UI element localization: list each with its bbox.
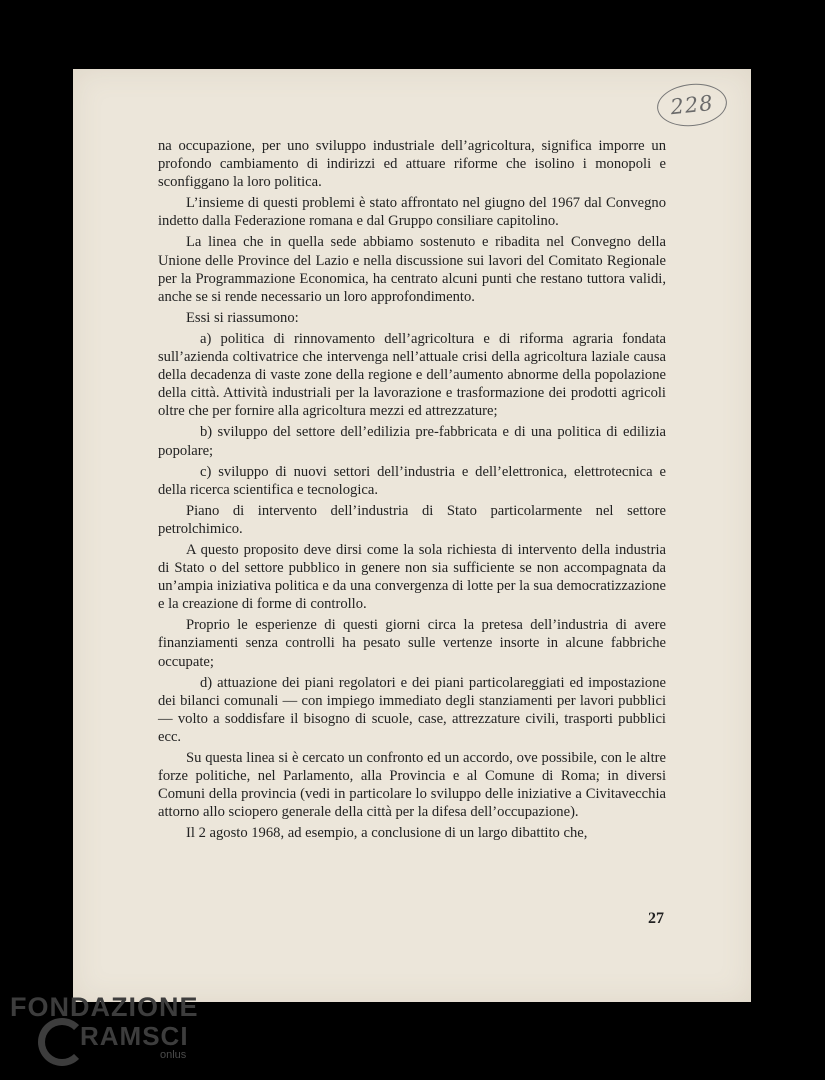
foundation-logo [10,992,200,1072]
list-item-b: b) sviluppo del settore dell’edilizia pre-fabbricata e di una politica di edilizia popolare; [158,424,666,459]
paragraph: La linea che in quella sede abbiamo sostenuto e ribadita nel Convegno della Unione delle Province del Lazio e nella discussione sui lavori del Comitato Regionale per la Programmazione Economica, ha centrato alcuni punti che restano tuttora validi, anche se si rende necessario un loro approfondimento. [158,234,666,305]
paragraph: Su questa linea si è cercato un confronto ed un accordo, ove possibile, con le altre forze politiche, nel Parlamento, alla Provincia e al Comune di Roma; in diversi Comuni della provincia (vedi in particolare lo sviluppo delle iniziative a Civitavecchia attorno allo sciopero generale della città per la difesa dell’occupazione). [158,750,666,821]
logo-line3: onlus [160,1049,187,1061]
paragraph: Il 2 agosto 1968, ad esempio, a conclusione di un largo dibattito che, [186,825,588,842]
page-number: 27 [648,910,664,927]
body-text [158,137,666,845]
list-item-d: d) attuazione dei piani regolatori e dei piani particolareggiati ed impostazione dei bilanci comunali — con impiego immediato degli stanziamenti per lavori pubblici — volto a soddisfare il bisogno di scuole, case, attrezzature civili, trasporti pubblici ecc. [158,674,666,745]
paragraph: Essi si riassumono: [186,309,299,326]
list-item-c: c) sviluppo di nuovi settori dell’industria e dell’elettronica, elettrotecnica e della ricerca scientifica e tecnologica. [158,463,666,498]
paragraph: Piano di intervento dell’industria di Stato particolarmente nel settore petrolchimico. [158,502,666,537]
paragraph: L’insieme di questi problemi è stato affrontato nel giugno del 1967 dal Convegno indetto dalla Federazione romana e dal Gruppo consiliare capitolino. [158,195,666,230]
paragraph: na occupazione, per uno sviluppo industriale dell’agricoltura, significa imporre un profondo cambiamento di indirizzi ed attuare riforme che isolino i monopoli e sconfiggano la loro politica. [158,138,666,191]
list-item-a: a) politica di rinnovamento dell’agricoltura e di riforma agraria fondata sull’azienda coltivatrice che intervenga nell’attuale crisi della agricoltura laziale causa della decadenza di vaste zone della regione e dell’aumento abnorme della popolazione della città. Attività industriali per la lavorazione e trasformazione dei prodotti agricoli oltre che per fornire alla agricoltura mezzi ed attrezzature; [158,330,666,420]
logo-g-icon [38,1018,86,1066]
archive-stamp: 228 [655,80,729,129]
logo-line2: RAMSCI [80,1021,189,1051]
paragraph: A questo proposito deve dirsi come la sola richiesta di intervento della industria di Stato o del settore pubblico in genere non sia sufficiente se non accompagnata da un’ampia iniziativa politica e da una convergenza di lotte per la sua democratizzazione e la creazione di forme di controllo. [158,541,666,613]
paragraph: Proprio le esperienze di questi giorni circa la pretesa dell’industria di avere finanziamenti senza controlli ha pesato sulle vertenze insorte in alcune fabbriche occupate; [158,617,666,670]
logo-line1: FONDAZIONE [10,992,199,1022]
